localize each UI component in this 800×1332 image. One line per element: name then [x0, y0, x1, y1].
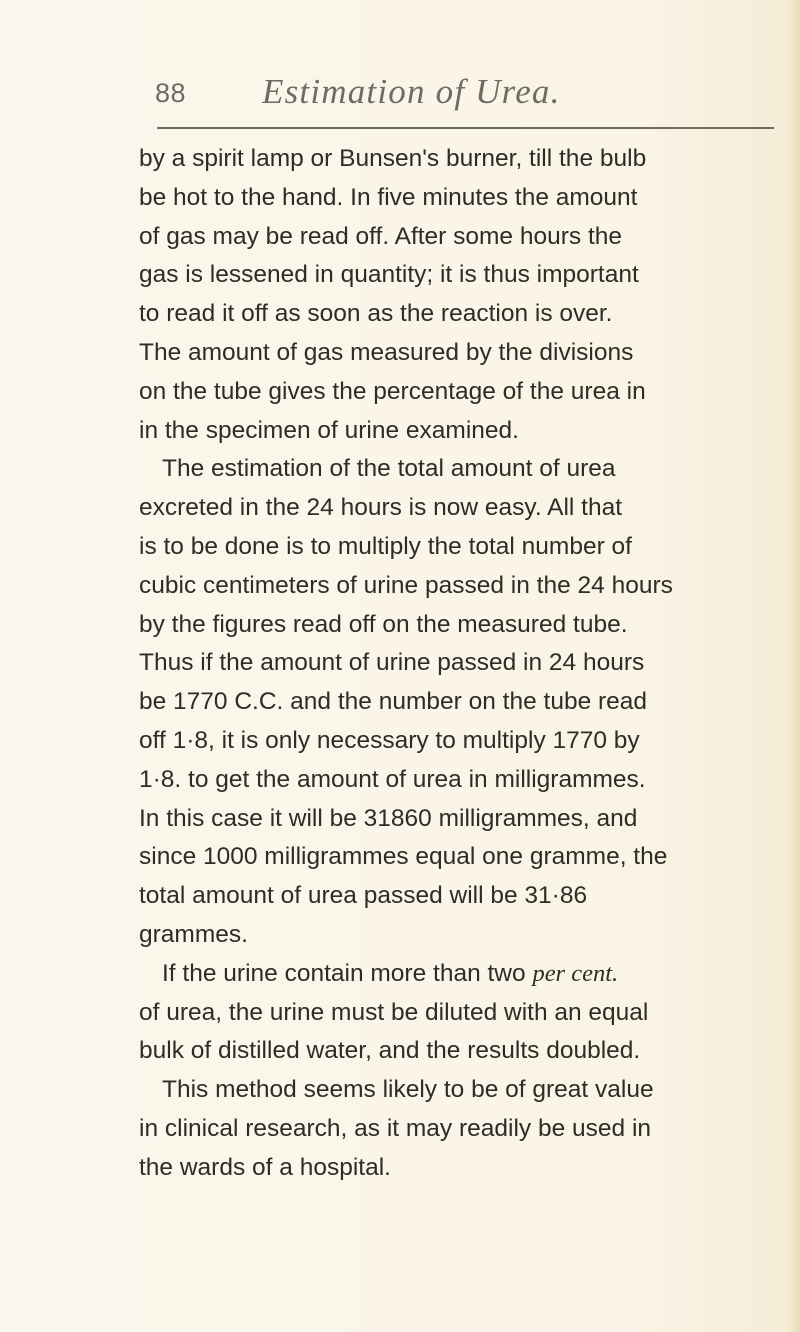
text-line: 1·8. to get the amount of urea in milligrammes. — [139, 765, 646, 793]
text-line: grammes. — [139, 920, 248, 948]
page-header — [0, 72, 800, 122]
text-line: the wards of a hospital. — [139, 1153, 391, 1181]
text-line: bulk of distilled water, and the results doubled. — [139, 1037, 641, 1065]
text-line: of urea, the urine must be diluted with an equal — [139, 998, 649, 1026]
body-text — [139, 140, 799, 1188]
text-line: by a spirit lamp or Bunsen's burner, till the bulb — [139, 145, 647, 172]
text-line: off 1·8, it is only necessary to multiply 1770 by — [139, 726, 640, 754]
text-line: In this case it will be 31860 milligrammes, and — [139, 804, 638, 832]
text-segment: If the urine contain more than two — [162, 959, 526, 987]
text-line: on the tube gives the percentage of the urea in — [139, 377, 646, 405]
text-line-paragraph-start: This method seems likely to be of great value — [162, 1076, 654, 1104]
text-line: total amount of urea passed will be 31·86 — [139, 882, 588, 910]
text-line: in the specimen of urine examined. — [139, 416, 519, 444]
running-title: Estimation of Urea. — [262, 72, 561, 111]
text-line: excreted in the 24 hours is now easy. All that — [139, 494, 623, 522]
text-line: in clinical research, as it may readily be used in — [139, 1114, 652, 1142]
text-line: be 1770 C.C. and the number on the tube read — [139, 688, 648, 716]
text-line: of gas may be read off. After some hours the — [139, 222, 623, 250]
text-line: cubic centimeters of urine passed in the 24 hours — [139, 571, 673, 599]
text-line: be hot to the hand. In five minutes the amount — [139, 183, 638, 211]
page-number: 88 — [155, 78, 187, 108]
text-line: to read it off as soon as the reaction is over. — [139, 300, 613, 328]
header-rule — [157, 127, 774, 129]
text-line: since 1000 milligrammes equal one gramme, the — [139, 843, 668, 871]
text-line: The amount of gas measured by the divisions — [139, 338, 634, 366]
text-line: gas is lessened in quantity; it is thus important — [139, 261, 639, 289]
italic-text-per-cent: per cent. — [532, 959, 619, 987]
text-line-paragraph-start — [139, 955, 799, 994]
text-line: is to be done is to multiply the total number of — [139, 532, 632, 560]
text-line-paragraph-start: The estimation of the total amount of urea — [162, 455, 616, 483]
text-line: Thus if the amount of urine passed in 24 hours — [139, 649, 645, 677]
text-line: by the figures read off on the measured tube. — [139, 610, 628, 638]
